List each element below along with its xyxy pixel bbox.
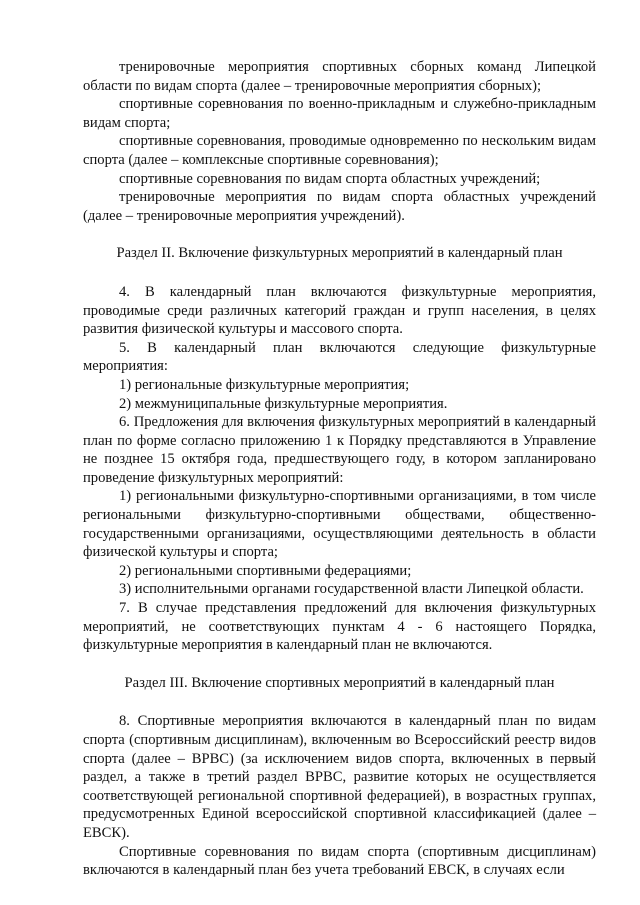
paragraph-item-5-1: 1) региональные физкультурные мероприятия; (119, 376, 410, 393)
paragraph-item-6-2: 2) региональными спортивными федерациями; (119, 562, 412, 579)
paragraph-regional-institution-competitions: спортивные соревнования по видам спорта областных учреждений; (119, 170, 541, 187)
paragraph-item-6-3: 3) исполнительными органами государственной власти Липецкой области. (119, 581, 584, 598)
paragraph-item-8: 8. Спортивные мероприятия включаются в календарный план по видам спорта (спортивным дисциплинам), включенным во Всероссийский реестр видов спорта (далее – ВРВС) (за исключением видов спорта, включенных в первый раздел, а также в третий раздел ВРВС, развитие которых не осуществляется соответствующей региональной спортивной федерацией), в возрастных группах, предусмотренных Единой всероссийской спортивной классификацией (далее – ЕВСК). (83, 713, 596, 841)
section-2-heading: Раздел II. Включение физкультурных мероприятий в календарный план (116, 245, 563, 262)
paragraph-institution-training-events: тренировочные мероприятия по видам спорта областных учреждений (далее – тренировочные мероприятия учреждений). (83, 189, 596, 224)
paragraph-item-7: 7. В случае представления предложений для включения физкультурных мероприятий, не соответствующих пунктам 4 - 6 настоящего Порядка, физкультурные мероприятия в календарный план не включаются. (83, 600, 596, 654)
paragraph-item-5-2: 2) межмуниципальные физкультурные мероприятия. (119, 395, 448, 412)
paragraph-item-6-1: 1) региональными физкультурно-спортивными организациями, в том числе региональными физкультурно-спортивными обществами, общественно-государственными организациями, осуществляющими деятельность в области физической культуры и спорта; (83, 488, 596, 561)
paragraph-complex-competitions: спортивные соревнования, проводимые одновременно по нескольким видам спорта (далее – комплексные спортивные соревнования); (83, 133, 596, 168)
paragraph-item-8-continued: Спортивные соревнования по видам спорта (спортивным дисциплинам) включаются в календарный план без учета требований ЕВСК, в случаях если (83, 843, 596, 879)
document-page (83, 58, 596, 880)
paragraph-military-applied-sports: спортивные соревнования по военно-прикладным и служебно-прикладным видам спорта; (83, 96, 596, 131)
section-3-heading: Раздел III. Включение спортивных мероприятий в календарный план (124, 674, 555, 691)
paragraph-item-4: 4. В календарный план включаются физкультурные мероприятия, проводимые среди различных категорий граждан и групп населения, в целях развития физической культуры и массового спорта. (83, 283, 596, 338)
paragraph-item-5: 5. В календарный план включаются следующие физкультурные мероприятия: (83, 339, 596, 375)
paragraph-training-events-teams: тренировочные мероприятия спортивных сборных команд Липецкой области по видам спорта (далее – тренировочные мероприятия сборных); (83, 59, 596, 94)
paragraph-item-6: 6. Предложения для включения физкультурных мероприятий в календарный план по форме согласно приложению 1 к Порядку представляются в Управление не позднее 15 октября года, предшествующего году, в котором запланировано проведение физкультурных мероприятий: (83, 414, 596, 486)
